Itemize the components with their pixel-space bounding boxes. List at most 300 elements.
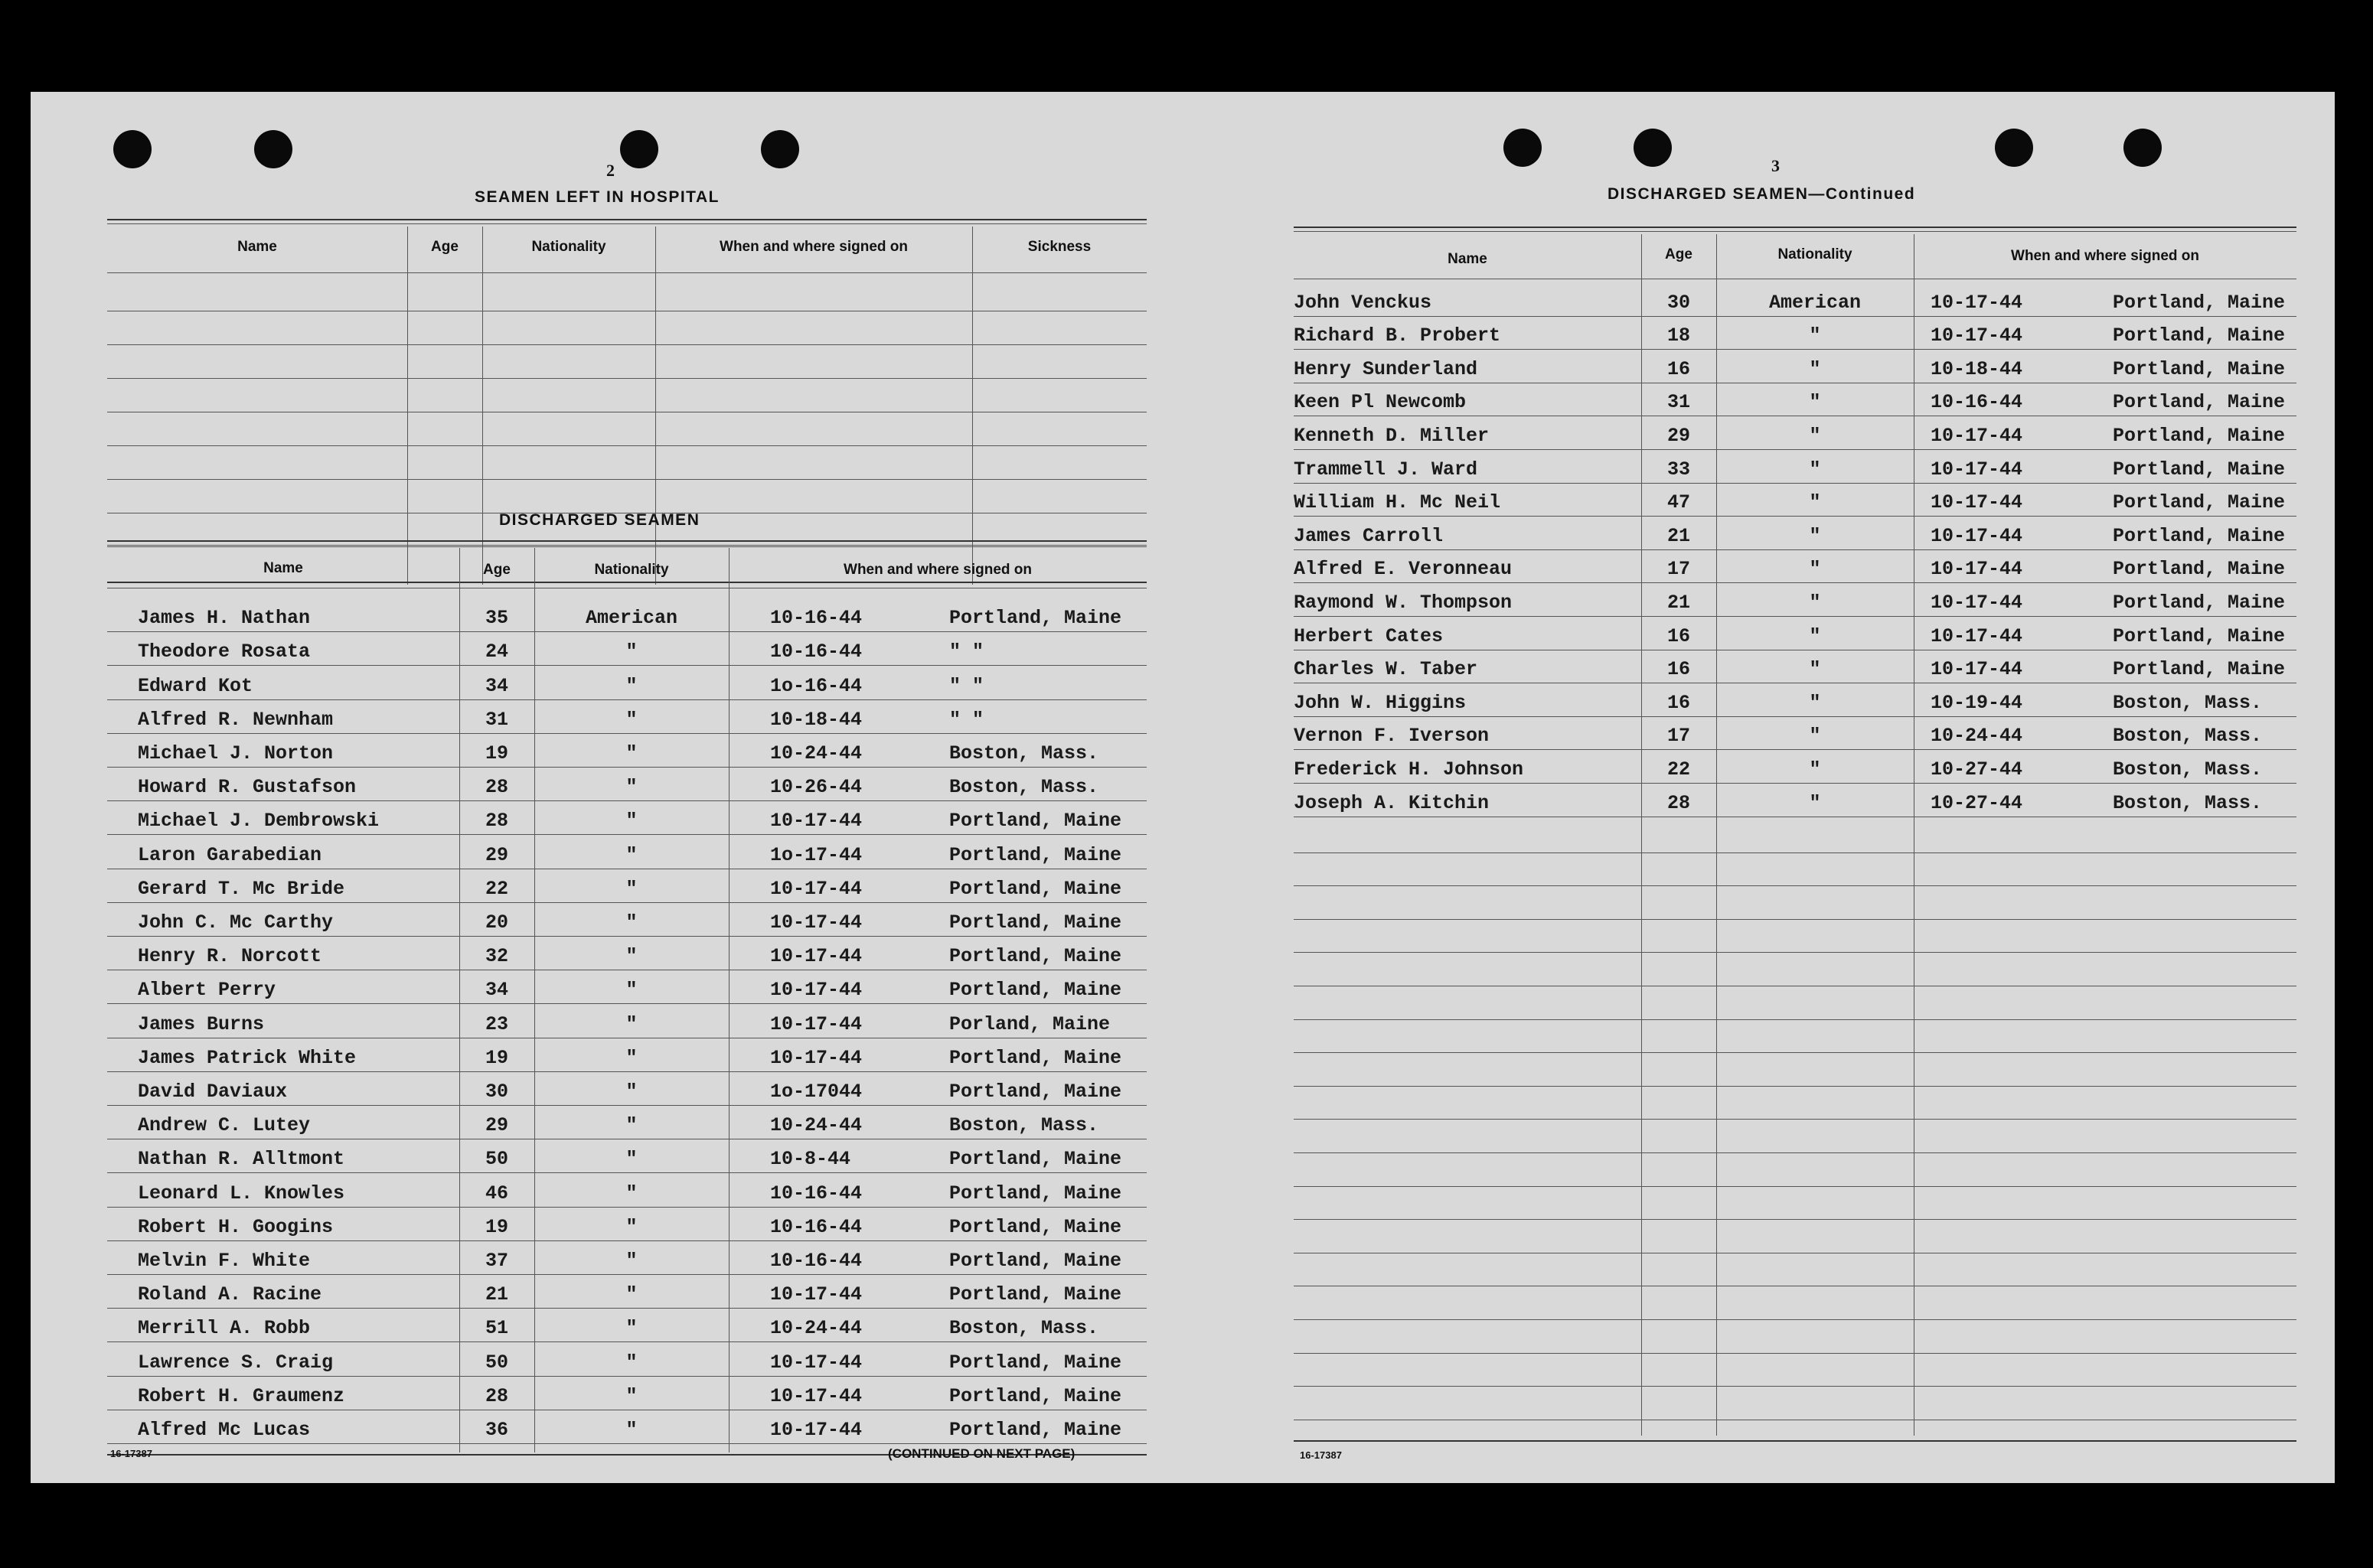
place-cell: Portland, Maine xyxy=(2113,558,2286,581)
name-cell: Albert Perry xyxy=(138,979,276,1002)
nationality-cell: " xyxy=(1809,725,1821,748)
age-cell: 24 xyxy=(485,641,508,663)
age-cell: 16 xyxy=(1666,691,1690,714)
document-sheet xyxy=(31,92,2335,1483)
age-cell: 19 xyxy=(485,742,508,764)
age-cell: 34 xyxy=(485,979,508,1002)
nationality-cell: American xyxy=(585,607,678,630)
page-number: 2 xyxy=(606,161,615,180)
nationality-cell: " xyxy=(625,776,638,799)
name-cell: Alfred R. Newnham xyxy=(138,708,334,731)
date-cell: 10-17-44 xyxy=(770,945,863,968)
age-cell: 19 xyxy=(485,1046,508,1069)
table-row xyxy=(107,1344,1147,1377)
date-cell: 10-18-44 xyxy=(1931,357,2023,380)
row-underline xyxy=(1294,316,2296,317)
nationality-cell: American xyxy=(1768,291,1862,314)
date-cell: 10-17-44 xyxy=(770,1384,863,1407)
age-cell: 35 xyxy=(485,607,508,630)
date-cell: 1o-17-44 xyxy=(770,843,863,866)
place-cell: Boston, Mass. xyxy=(949,1317,1099,1340)
place-cell: Portland, Maine xyxy=(2113,324,2286,347)
name-cell: James Carroll xyxy=(1294,524,1444,547)
empty-row-line xyxy=(1294,1386,2296,1387)
date-cell: 10-17-44 xyxy=(1931,424,2023,447)
nationality-cell: " xyxy=(1809,424,1821,447)
discharged-continued-title: DISCHARGED SEAMEN—Continued xyxy=(1608,185,1916,203)
table-row xyxy=(107,1006,1147,1039)
empty-row-line xyxy=(1294,919,2296,920)
nationality-cell: " xyxy=(625,1283,638,1306)
empty-row-line xyxy=(1294,1052,2296,1053)
place-cell: Portland, Maine xyxy=(2113,291,2286,314)
row-underline xyxy=(107,902,1147,903)
date-cell: 10-17-44 xyxy=(1931,558,2023,581)
punch-hole-icon xyxy=(113,130,152,168)
date-cell: 10-18-44 xyxy=(770,708,863,731)
table-row xyxy=(1294,385,2296,419)
nationality-cell: " xyxy=(625,1249,638,1272)
form-code: 16-17387 xyxy=(110,1448,152,1459)
table-row xyxy=(107,1310,1147,1344)
empty-row-line xyxy=(1294,885,2296,886)
row-underline xyxy=(1294,516,2296,517)
age-cell: 50 xyxy=(485,1351,508,1374)
name-cell: Kenneth D. Miller xyxy=(1294,424,1490,447)
name-cell: John Venckus xyxy=(1294,291,1432,314)
table-row xyxy=(1294,552,2296,585)
row-underline xyxy=(1294,549,2296,550)
place-cell: Boston, Mass. xyxy=(949,1114,1099,1137)
name-cell: Melvin F. White xyxy=(138,1249,311,1272)
nationality-cell: " xyxy=(1809,624,1821,647)
name-cell: Nathan R. Alltmont xyxy=(138,1148,345,1171)
page-number: 3 xyxy=(1771,156,1780,175)
right-page xyxy=(1179,92,2335,1483)
name-cell: David Daviaux xyxy=(138,1080,288,1103)
right-header-name: Name xyxy=(1448,251,1487,267)
place-cell: Portland, Maine xyxy=(2113,491,2286,514)
table-row xyxy=(107,702,1147,735)
date-cell: 10-16-44 xyxy=(770,607,863,630)
punch-hole-icon xyxy=(1503,129,1542,167)
age-cell: 21 xyxy=(485,1283,508,1306)
age-cell: 46 xyxy=(485,1182,508,1205)
table-row xyxy=(107,836,1147,870)
place-cell: Portland, Maine xyxy=(2113,391,2286,414)
punch-hole-icon xyxy=(2123,129,2162,167)
table-row xyxy=(107,634,1147,667)
row-underline xyxy=(107,834,1147,835)
name-cell: Laron Garabedian xyxy=(138,843,322,866)
name-cell: Keen Pl Newcomb xyxy=(1294,391,1467,414)
row-underline xyxy=(1294,749,2296,750)
age-cell: 22 xyxy=(1666,758,1690,781)
place-cell: Portland, Maine xyxy=(949,1283,1122,1306)
age-cell: 30 xyxy=(1666,291,1690,314)
hospital-header-age: Age xyxy=(431,239,459,255)
row-underline xyxy=(107,1240,1147,1241)
age-cell: 21 xyxy=(1666,591,1690,614)
row-underline xyxy=(107,1341,1147,1342)
nationality-cell: " xyxy=(625,1215,638,1238)
table-row xyxy=(107,667,1147,701)
discharged-header-nationality: Nationality xyxy=(594,562,669,578)
discharged-top-rule-2 xyxy=(107,545,1147,546)
nationality-cell: " xyxy=(1809,591,1821,614)
table-row xyxy=(107,1412,1147,1446)
date-cell: 10-17-44 xyxy=(770,1012,863,1035)
row-underline xyxy=(107,1443,1147,1444)
date-cell: 10-27-44 xyxy=(1931,758,2023,781)
hospital-row-line xyxy=(107,546,1147,547)
place-cell: Boston, Mass. xyxy=(949,776,1099,799)
hospital-col-divider xyxy=(407,227,408,585)
name-cell: Lawrence S. Craig xyxy=(138,1351,334,1374)
nationality-cell: " xyxy=(1809,391,1821,414)
table-row xyxy=(107,600,1147,634)
row-underline xyxy=(1294,483,2296,484)
row-underline xyxy=(107,800,1147,801)
nationality-cell: " xyxy=(625,843,638,866)
nationality-cell: " xyxy=(625,674,638,697)
date-cell: 10-17-44 xyxy=(770,1351,863,1374)
date-cell: 10-16-44 xyxy=(770,1249,863,1272)
date-cell: 10-17-44 xyxy=(770,810,863,833)
age-cell: 22 xyxy=(485,877,508,900)
place-cell: Portland, Maine xyxy=(949,1080,1122,1103)
place-cell: Portland, Maine xyxy=(949,1418,1122,1441)
name-cell: Robert H. Googins xyxy=(138,1215,334,1238)
name-cell: John C. Mc Carthy xyxy=(138,911,334,934)
date-cell: 10-16-44 xyxy=(1931,391,2023,414)
right-header-age: Age xyxy=(1665,246,1692,262)
date-cell: 10-17-44 xyxy=(770,1418,863,1441)
punch-hole-icon xyxy=(620,130,658,168)
name-cell: Gerard T. Mc Bride xyxy=(138,877,345,900)
age-cell: 19 xyxy=(485,1215,508,1238)
age-cell: 34 xyxy=(485,674,508,697)
date-cell: 1o-16-44 xyxy=(770,674,863,697)
date-cell: 10-17-44 xyxy=(1931,658,2023,681)
table-row xyxy=(1294,485,2296,519)
empty-row-line xyxy=(1294,1019,2296,1020)
place-cell: Portland, Maine xyxy=(2113,658,2286,681)
place-cell: Portland, Maine xyxy=(949,1148,1122,1171)
name-cell: Richard B. Probert xyxy=(1294,324,1501,347)
name-cell: Henry Sunderland xyxy=(1294,357,1478,380)
table-row xyxy=(1294,318,2296,352)
table-row xyxy=(107,1276,1147,1310)
name-cell: James H. Nathan xyxy=(138,607,311,630)
nationality-cell: " xyxy=(1809,357,1821,380)
name-cell: James Burns xyxy=(138,1012,265,1035)
nationality-cell: " xyxy=(1809,691,1821,714)
place-cell: Portland, Maine xyxy=(949,1249,1122,1272)
place-cell: Portland, Maine xyxy=(2113,458,2286,481)
table-row xyxy=(1294,518,2296,552)
discharged-header-age: Age xyxy=(483,562,511,578)
hospital-top-rule xyxy=(107,219,1147,220)
left-page xyxy=(31,92,1179,1483)
table-row xyxy=(107,938,1147,972)
nationality-cell: " xyxy=(1809,658,1821,681)
nationality-cell: " xyxy=(625,1114,638,1137)
place-cell: Portland, Maine xyxy=(2113,357,2286,380)
date-cell: 10-24-44 xyxy=(770,1114,863,1137)
age-cell: 28 xyxy=(485,810,508,833)
name-cell: Michael J. Norton xyxy=(138,742,334,764)
row-underline xyxy=(1294,449,2296,450)
right-top-rule xyxy=(1294,227,2296,228)
hospital-row-line xyxy=(107,378,1147,379)
row-underline xyxy=(107,1376,1147,1377)
table-row xyxy=(1294,585,2296,618)
name-cell: James Patrick White xyxy=(138,1046,357,1069)
place-cell: Portland, Maine xyxy=(949,810,1122,833)
discharged-header-name: Name xyxy=(263,560,303,576)
date-cell: 10-24-44 xyxy=(1931,725,2023,748)
row-underline xyxy=(1294,616,2296,617)
discharged-top-rule xyxy=(107,540,1147,542)
date-cell: 10-16-44 xyxy=(770,641,863,663)
age-cell: 30 xyxy=(485,1080,508,1103)
nationality-cell: " xyxy=(625,1148,638,1171)
name-cell: Edward Kot xyxy=(138,674,253,697)
nationality-cell: " xyxy=(625,1418,638,1441)
place-cell: " " xyxy=(949,674,984,697)
table-row xyxy=(107,1107,1147,1141)
empty-row-line xyxy=(1294,1086,2296,1087)
nationality-cell: " xyxy=(625,1046,638,1069)
nationality-cell: " xyxy=(625,641,638,663)
age-cell: 47 xyxy=(1666,491,1690,514)
age-cell: 16 xyxy=(1666,357,1690,380)
place-cell: Portland, Maine xyxy=(2113,524,2286,547)
nationality-cell: " xyxy=(625,1384,638,1407)
age-cell: 17 xyxy=(1666,558,1690,581)
name-cell: Charles W. Taber xyxy=(1294,658,1478,681)
row-underline xyxy=(107,1207,1147,1208)
table-row xyxy=(107,1209,1147,1243)
nationality-cell: " xyxy=(625,1317,638,1340)
place-cell: Portland, Maine xyxy=(949,1182,1122,1205)
date-cell: 10-17-44 xyxy=(770,1283,863,1306)
age-cell: 21 xyxy=(1666,524,1690,547)
date-cell: 10-19-44 xyxy=(1931,691,2023,714)
date-cell: 10-26-44 xyxy=(770,776,863,799)
table-row xyxy=(1294,685,2296,719)
row-underline xyxy=(107,699,1147,700)
place-cell: Portland, Maine xyxy=(949,1046,1122,1069)
hospital-col-divider xyxy=(655,227,656,585)
row-underline xyxy=(1294,783,2296,784)
place-cell: Portland, Maine xyxy=(2113,591,2286,614)
place-cell: Portland, Maine xyxy=(949,1215,1122,1238)
nationality-cell: " xyxy=(625,1351,638,1374)
nationality-cell: " xyxy=(1809,458,1821,481)
age-cell: 29 xyxy=(485,843,508,866)
age-cell: 28 xyxy=(485,1384,508,1407)
age-cell: 29 xyxy=(1666,424,1690,447)
row-underline xyxy=(1294,582,2296,583)
row-underline xyxy=(107,767,1147,768)
name-cell: Alfred E. Veronneau xyxy=(1294,558,1513,581)
row-underline xyxy=(107,1105,1147,1106)
table-row xyxy=(107,769,1147,803)
nationality-cell: " xyxy=(625,1012,638,1035)
age-cell: 33 xyxy=(1666,458,1690,481)
row-underline xyxy=(1294,349,2296,350)
nationality-cell: " xyxy=(625,810,638,833)
date-cell: 10-17-44 xyxy=(770,877,863,900)
hospital-header-signed-on: When and where signed on xyxy=(720,239,908,255)
hospital-row-line xyxy=(107,479,1147,480)
age-cell: 36 xyxy=(485,1418,508,1441)
row-underline xyxy=(107,936,1147,937)
name-cell: Michael J. Dembrowski xyxy=(138,810,380,833)
discharged-header-signed-on: When and where signed on xyxy=(844,562,1032,578)
table-row xyxy=(107,1175,1147,1208)
table-row xyxy=(107,1243,1147,1276)
date-cell: 10-27-44 xyxy=(1931,791,2023,814)
age-cell: 23 xyxy=(485,1012,508,1035)
name-cell: Herbert Cates xyxy=(1294,624,1444,647)
right-bottom-rule xyxy=(1294,1440,2296,1442)
date-cell: 1o-17044 xyxy=(770,1080,863,1103)
empty-row-line xyxy=(1294,1353,2296,1354)
table-row xyxy=(107,735,1147,769)
date-cell: 10-17-44 xyxy=(1931,458,2023,481)
hospital-top-rule-2 xyxy=(107,223,1147,224)
name-cell: Leonard L. Knowles xyxy=(138,1182,345,1205)
name-cell: John W. Higgins xyxy=(1294,691,1467,714)
nationality-cell: " xyxy=(1809,491,1821,514)
punch-hole-icon xyxy=(761,130,799,168)
right-header-signed-on: When and where signed on xyxy=(2011,248,2199,264)
hospital-header-nationality: Nationality xyxy=(531,239,606,255)
row-underline xyxy=(107,631,1147,632)
hospital-row-line xyxy=(107,445,1147,446)
date-cell: 10-16-44 xyxy=(770,1215,863,1238)
table-row xyxy=(107,1040,1147,1074)
place-cell: Boston, Mass. xyxy=(2113,791,2263,814)
name-cell: Joseph A. Kitchin xyxy=(1294,791,1490,814)
name-cell: Andrew C. Lutey xyxy=(138,1114,311,1137)
name-cell: Roland A. Racine xyxy=(138,1283,322,1306)
empty-row-line xyxy=(1294,952,2296,953)
table-row xyxy=(1294,719,2296,752)
place-cell: " " xyxy=(949,641,984,663)
empty-row-line xyxy=(1294,1152,2296,1153)
nationality-cell: " xyxy=(1809,558,1821,581)
hospital-col-divider xyxy=(972,227,973,585)
place-cell: " " xyxy=(949,708,984,731)
hospital-section-title: SEAMEN LEFT IN HOSPITAL xyxy=(475,188,720,206)
age-cell: 20 xyxy=(485,911,508,934)
age-cell: 16 xyxy=(1666,624,1690,647)
continued-footer: (CONTINUED ON NEXT PAGE) xyxy=(888,1446,1076,1461)
date-cell: 10-17-44 xyxy=(770,1046,863,1069)
nationality-cell: " xyxy=(1809,324,1821,347)
nationality-cell: " xyxy=(625,742,638,764)
date-cell: 10-24-44 xyxy=(770,742,863,764)
table-row xyxy=(1294,418,2296,451)
row-underline xyxy=(107,1274,1147,1275)
nationality-cell: " xyxy=(625,945,638,968)
empty-row-line xyxy=(1294,1219,2296,1220)
name-cell: Theodore Rosata xyxy=(138,641,311,663)
punch-hole-icon xyxy=(254,130,292,168)
date-cell: 10-17-44 xyxy=(1931,591,2023,614)
date-cell: 10-17-44 xyxy=(1931,491,2023,514)
place-cell: Boston, Mass. xyxy=(2113,691,2263,714)
place-cell: Portland, Maine xyxy=(949,1384,1122,1407)
name-cell: Frederick H. Johnson xyxy=(1294,758,1524,781)
row-underline xyxy=(1294,716,2296,717)
nationality-cell: " xyxy=(625,979,638,1002)
nationality-cell: " xyxy=(1809,791,1821,814)
name-cell: Alfred Mc Lucas xyxy=(138,1418,311,1441)
hospital-header-name: Name xyxy=(237,239,277,255)
place-cell: Portland, Maine xyxy=(2113,624,2286,647)
punch-hole-icon xyxy=(1634,129,1672,167)
name-cell: Howard R. Gustafson xyxy=(138,776,357,799)
right-top-rule-2 xyxy=(1294,231,2296,232)
age-cell: 50 xyxy=(485,1148,508,1171)
age-cell: 18 xyxy=(1666,324,1690,347)
age-cell: 17 xyxy=(1666,725,1690,748)
table-row xyxy=(107,803,1147,836)
empty-row-line xyxy=(1294,1319,2296,1320)
nationality-cell: " xyxy=(1809,758,1821,781)
form-code: 16-17387 xyxy=(1300,1449,1342,1461)
place-cell: Portland, Maine xyxy=(949,877,1122,900)
place-cell: Portland, Maine xyxy=(949,607,1122,630)
table-row xyxy=(107,1074,1147,1107)
table-row xyxy=(1294,751,2296,785)
table-row xyxy=(1294,785,2296,819)
place-cell: Portland, Maine xyxy=(949,979,1122,1002)
place-cell: Boston, Mass. xyxy=(949,742,1099,764)
nationality-cell: " xyxy=(625,708,638,731)
date-cell: 10-17-44 xyxy=(1931,291,2023,314)
hospital-bottom-rule xyxy=(107,582,1147,583)
place-cell: Boston, Mass. xyxy=(2113,758,2263,781)
date-cell: 10-17-44 xyxy=(1931,624,2023,647)
discharged-section-title: DISCHARGED SEAMEN xyxy=(499,511,700,529)
row-underline xyxy=(107,1003,1147,1004)
hospital-col-divider xyxy=(482,227,483,585)
age-cell: 37 xyxy=(485,1249,508,1272)
hospital-header-sickness: Sickness xyxy=(1027,239,1092,255)
nationality-cell: " xyxy=(625,911,638,934)
empty-row-line xyxy=(1294,852,2296,853)
row-underline xyxy=(107,1308,1147,1309)
name-cell: Henry R. Norcott xyxy=(138,945,322,968)
date-cell: 10-8-44 xyxy=(770,1148,851,1171)
table-row xyxy=(107,972,1147,1006)
nationality-cell: " xyxy=(1809,524,1821,547)
date-cell: 10-17-44 xyxy=(770,979,863,1002)
place-cell: Portland, Maine xyxy=(2113,424,2286,447)
row-underline xyxy=(107,1172,1147,1173)
date-cell: 10-17-44 xyxy=(770,911,863,934)
place-cell: Boston, Mass. xyxy=(2113,725,2263,748)
name-cell: Merrill A. Robb xyxy=(138,1317,311,1340)
right-header-nationality: Nationality xyxy=(1777,246,1852,262)
table-row xyxy=(107,1378,1147,1412)
